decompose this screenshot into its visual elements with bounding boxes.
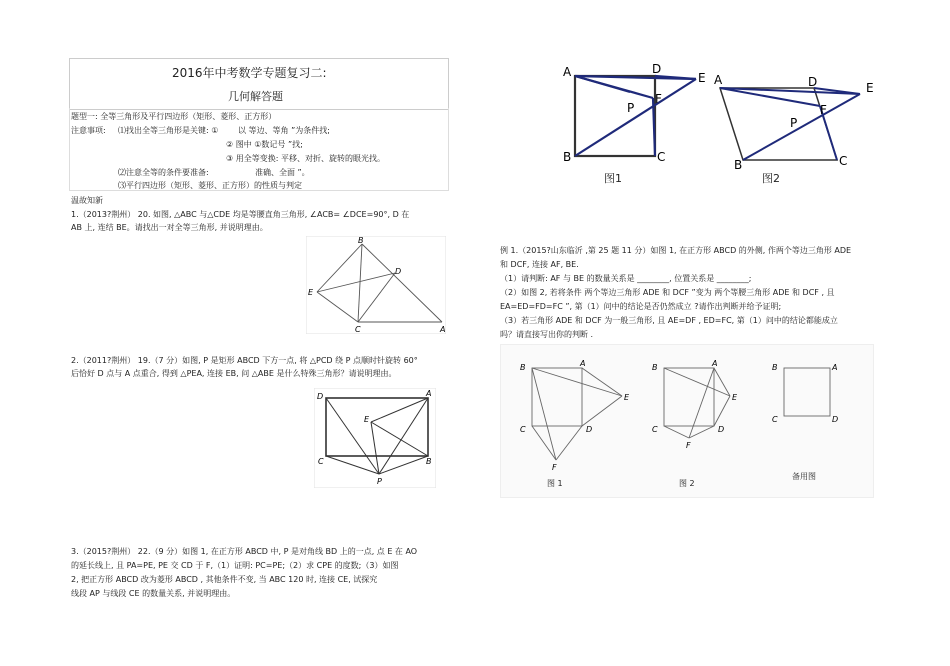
q2-label-c: C bbox=[318, 457, 324, 466]
fig2-label-c: C bbox=[839, 154, 848, 168]
q1-label-a: A bbox=[440, 325, 446, 334]
small-fig1-caption: 图 1 bbox=[547, 479, 563, 488]
example-line-2: 和 DCF, 连接 AF, BE. bbox=[500, 260, 579, 269]
note-1: ⑴找出全等三角形是关键: ① bbox=[118, 126, 219, 135]
example-line-1: 例 1.（2015?山东临沂 ,第 25 题 11 分）如图 1, 在正方形 ABCD 的外侧, 作两个等边三角形 ADE bbox=[500, 246, 852, 255]
fig1-square bbox=[560, 62, 710, 166]
s1-label-a: A bbox=[580, 359, 586, 368]
s2-label-e: E bbox=[732, 393, 738, 402]
q1-line-1: 1.（2013?荆州） 20. 如图, △ABC 与△CDE 均是等腰直角三角形, ∠ACB= ∠DCE=90°, D 在 bbox=[71, 210, 410, 219]
q3-line-3: 2, 把正方形 ABCD 改为菱形 ABCD , 其他条件不变, 当 ABC 120 时, 连接 CE, 试探究 bbox=[71, 575, 378, 584]
q2-figure bbox=[314, 388, 436, 488]
fig2-label-d: D bbox=[808, 75, 818, 89]
s3-label-a: A bbox=[832, 363, 838, 372]
notes-label: 注意事项: bbox=[71, 126, 106, 135]
example-line-7: 吗？请直接写出你的判断 . bbox=[500, 330, 594, 339]
small-fig2-caption: 图 2 bbox=[679, 479, 695, 488]
page-subtitle: 几何解答题 bbox=[228, 90, 283, 103]
q3-line-4: 线段 AP 与线段 CE 的数量关系, 并说明理由。 bbox=[71, 589, 236, 598]
note-1b: ② 图中 ①数记号 ”找; bbox=[226, 140, 303, 149]
q2-line-1: 2.（2011?荆州） 19.（7 分）如图, P 是矩形 ABCD 下方一点, 将 △PCD 绕 P 点顺时针旋转 60° bbox=[71, 356, 418, 365]
q2-label-a: A bbox=[426, 389, 432, 398]
fig1-caption: 图1 bbox=[604, 172, 622, 185]
fig1-label-p: P bbox=[627, 101, 635, 115]
example-line-3: （1）请判断: AF 与 BE 的数量关系是 ________, 位置关系是 ________; bbox=[500, 274, 752, 283]
s2-label-c: C bbox=[652, 425, 658, 434]
s3-label-c: C bbox=[772, 415, 778, 424]
note-3: ⑶平行四边形（矩形、菱形、正方形）的性质与判定 bbox=[118, 181, 302, 190]
fig2-rhombus bbox=[712, 72, 882, 172]
spare-figure-caption: 备用图 bbox=[792, 472, 816, 481]
small-fig1 bbox=[514, 356, 638, 476]
example-line-4: （2）如图 2, 若将条件 两个等边三角形 ADE 和 DCF ”变为 两个等腰三角形 ADE 和 DCF , 且 bbox=[500, 288, 835, 297]
fig2-label-b: B bbox=[734, 158, 743, 172]
note-2: ⑵注意全等的条件要准备: bbox=[118, 168, 209, 177]
note-1c: ③ 用全等变换: 平移、对折、旋转的眼光找。 bbox=[226, 154, 385, 163]
s1-label-e: E bbox=[624, 393, 630, 402]
s3-label-d: D bbox=[832, 415, 839, 424]
fig1-label-a: A bbox=[563, 65, 572, 79]
review-heading: 温故知新 bbox=[71, 196, 103, 205]
fig1-label-b: B bbox=[563, 150, 572, 164]
q3-line-1: 3.（2015?荆州） 22.（9 分）如图 1, 在正方形 ABCD 中, P 是对角线 BD 上的一点, 点 E 在 AO bbox=[71, 547, 418, 556]
q2-label-p: P bbox=[377, 477, 382, 486]
fig1-label-d: D bbox=[652, 62, 662, 76]
example-line-6: （3）若三角形 ADE 和 DCF 为一般三角形, 且 AE=DF , ED=FC, 第（1）问中的结论都能成立 bbox=[500, 316, 838, 325]
fig1-label-f: F bbox=[655, 92, 662, 106]
spare-figure bbox=[770, 356, 854, 436]
fig1-label-c: C bbox=[657, 150, 666, 164]
s1-label-f: F bbox=[552, 463, 557, 472]
s1-label-c: C bbox=[520, 425, 526, 434]
note-1a: 以 等边、等角 ”为条件找; bbox=[238, 126, 330, 135]
fig2-label-f: F bbox=[820, 103, 827, 117]
q1-figure bbox=[306, 236, 446, 334]
small-fig2 bbox=[646, 356, 750, 456]
q2-label-d: D bbox=[317, 392, 324, 401]
s2-label-d: D bbox=[718, 425, 725, 434]
fig2-label-p: P bbox=[790, 116, 798, 130]
fig1-label-e: E bbox=[698, 71, 706, 85]
q2-label-b: B bbox=[426, 457, 432, 466]
s2-label-b: B bbox=[652, 363, 658, 372]
q1-line-2: AB 上, 连结 BE。请找出一对全等三角形, 并说明理由。 bbox=[71, 223, 268, 232]
topic-heading: 题型一: 全等三角形及平行四边形（矩形、菱形、正方形） bbox=[71, 112, 277, 121]
s1-label-b: B bbox=[520, 363, 526, 372]
s2-label-a: A bbox=[712, 359, 718, 368]
q1-label-e: E bbox=[308, 288, 314, 297]
fig2-caption: 图2 bbox=[762, 172, 780, 185]
q1-label-b: B bbox=[358, 236, 364, 245]
example-line-5: EA=ED=FD=FC ”, 第（1）问中的结论是否仍然成立 ?请作出判断并给予证明; bbox=[500, 302, 782, 311]
page-title: 2016年中考数学专题复习二: bbox=[172, 66, 327, 80]
q1-label-c: C bbox=[355, 325, 361, 334]
fig2-label-e: E bbox=[866, 81, 874, 95]
s2-label-f: F bbox=[686, 441, 691, 450]
q2-label-e: E bbox=[364, 415, 370, 424]
q1-label-d: D bbox=[395, 267, 402, 276]
note-2a: 准确、全面 ”。 bbox=[255, 168, 310, 177]
s3-label-b: B bbox=[772, 363, 778, 372]
s1-label-d: D bbox=[586, 425, 593, 434]
fig2-label-a: A bbox=[714, 73, 723, 87]
q3-line-2: 的延长线上, 且 PA=PE, PE 交 CD 于 F,（1）证明: PC=PE;（2）求 CPE 的度数;（3）如图 bbox=[71, 561, 399, 570]
q2-line-2: 后恰好 D 点与 A 点重合, 得到 △PEA, 连接 EB, 问 △ABE 是什么特殊三角形？请说明理由。 bbox=[71, 369, 397, 378]
